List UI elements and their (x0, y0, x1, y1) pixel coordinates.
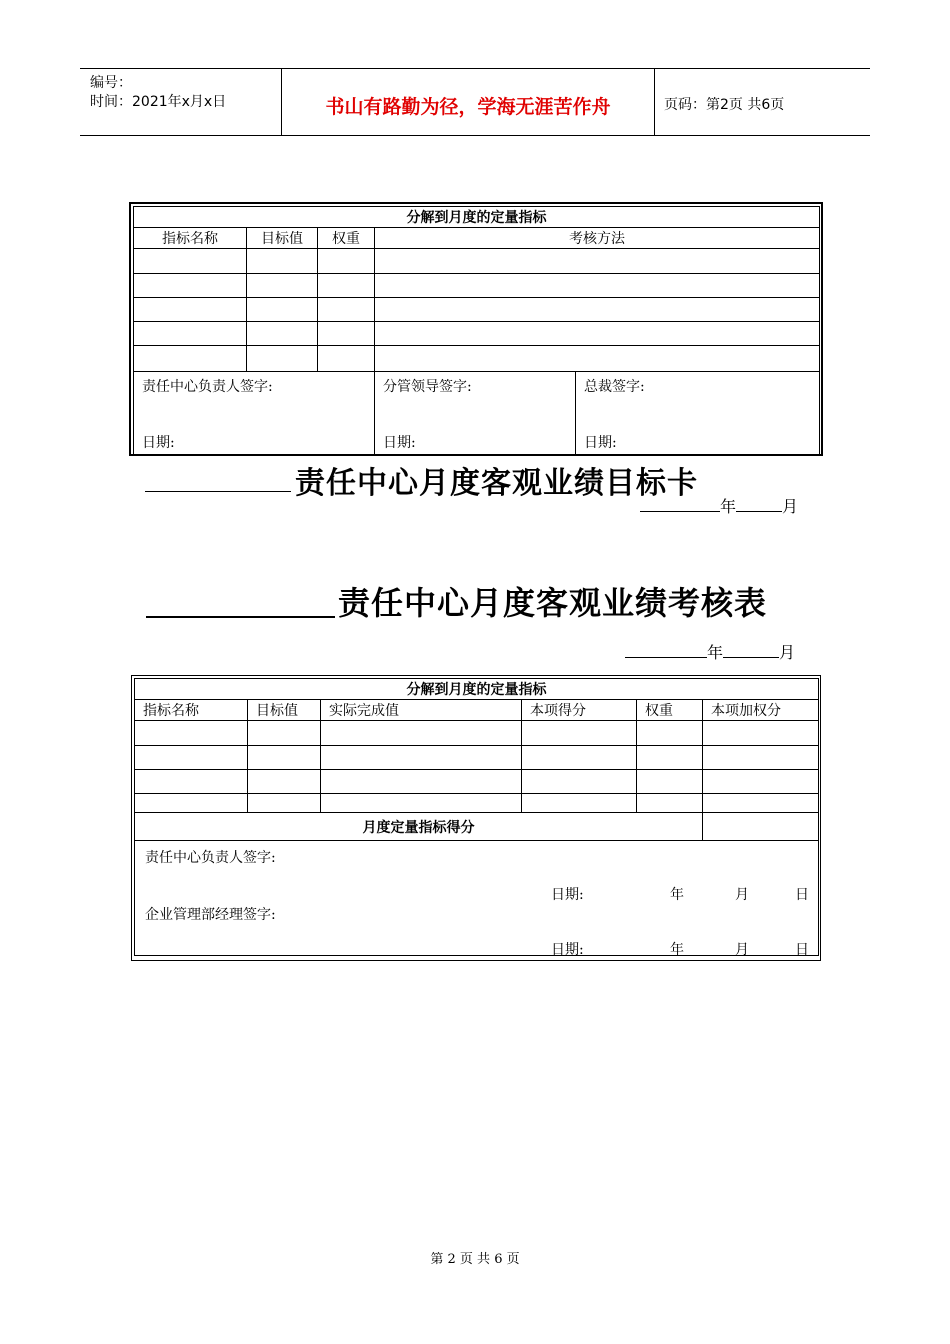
column-header: 考核方法 (375, 228, 820, 249)
signature-cell-supervisor[interactable] (375, 372, 576, 455)
table-row (135, 794, 819, 813)
table-cell[interactable] (135, 746, 248, 770)
table-cell[interactable] (135, 770, 248, 794)
table-cell[interactable] (375, 249, 820, 274)
table-cell[interactable] (637, 770, 703, 794)
table-cell[interactable] (703, 746, 819, 770)
table-cell[interactable] (637, 746, 703, 770)
table-row (134, 249, 820, 274)
table-cell[interactable] (522, 721, 637, 746)
table-cell[interactable] (247, 249, 318, 274)
signature-date-label: 日期: (584, 435, 617, 451)
score-label: 月度定量指标得分 (135, 813, 703, 841)
header-motto: 书山有路勤为径，学海无涯苦作舟 (325, 96, 611, 118)
page-info: 页码：第2页 共6页 (664, 97, 785, 113)
table-cell[interactable] (321, 794, 522, 813)
month-blank[interactable] (723, 657, 779, 658)
score-row (135, 813, 819, 841)
table-cell[interactable] (134, 298, 247, 322)
table-cell[interactable] (522, 770, 637, 794)
table-cell[interactable] (247, 274, 318, 298)
header-bottom-rule (80, 135, 870, 136)
signature-row (135, 841, 819, 956)
header-top-rule (80, 68, 870, 69)
card-year-month (640, 494, 798, 517)
page-footer: 第 2 页 共 6 页 (430, 1252, 520, 1267)
table-cell[interactable] (318, 249, 375, 274)
table-cell[interactable] (135, 794, 248, 813)
center-head-signature-label: 责任中心负责人签字: (145, 850, 276, 866)
table-cell[interactable] (522, 746, 637, 770)
column-header: 权重 (637, 700, 703, 721)
table-cell[interactable] (321, 721, 522, 746)
table-cell[interactable] (248, 794, 321, 813)
assessment-table-frame (131, 675, 821, 961)
signature-cell-president[interactable] (576, 372, 820, 455)
target-card-table (133, 206, 820, 455)
table-row (134, 322, 820, 346)
signature-block (135, 841, 818, 958)
table-cell[interactable] (637, 721, 703, 746)
assessment-table (134, 678, 819, 956)
table-cell[interactable] (318, 274, 375, 298)
assessment-year-month (625, 640, 795, 663)
column-header: 目标值 (247, 228, 318, 249)
table-cell[interactable] (318, 346, 375, 372)
table-cell[interactable] (134, 249, 247, 274)
date-label: 日期: (551, 942, 584, 958)
table-cell[interactable] (248, 721, 321, 746)
table-title: 分解到月度的定量指标 (135, 679, 819, 700)
column-header: 指标名称 (135, 700, 248, 721)
signature-cell-center-head[interactable] (134, 372, 375, 455)
signature-row (134, 372, 820, 455)
table-cell[interactable] (321, 746, 522, 770)
table-title: 分解到月度的定量指标 (134, 207, 820, 228)
table-cell[interactable] (134, 274, 247, 298)
table-cell[interactable] (134, 322, 247, 346)
signature-date-label: 日期: (142, 435, 175, 451)
year-label: 年 (670, 942, 684, 958)
table-cell[interactable] (703, 770, 819, 794)
score-value-cell[interactable] (703, 813, 819, 841)
signature-area[interactable] (135, 841, 819, 956)
column-header: 目标值 (248, 700, 321, 721)
column-header: 指标名称 (134, 228, 247, 249)
month-blank[interactable] (736, 511, 782, 512)
table-cell[interactable] (318, 298, 375, 322)
table-cell[interactable] (375, 274, 820, 298)
table-cell[interactable] (247, 298, 318, 322)
title-blank-line[interactable] (145, 491, 291, 492)
table-row (134, 274, 820, 298)
table-row (135, 770, 819, 794)
table-row (134, 346, 820, 372)
month-label: 月 (782, 497, 799, 516)
day-label: 日 (795, 887, 809, 903)
column-header: 本项加权分 (703, 700, 819, 721)
signature-label: 总裁签字: (584, 379, 645, 395)
table-cell[interactable] (375, 346, 820, 372)
table-row (135, 721, 819, 746)
header-divider (654, 68, 655, 135)
table-cell[interactable] (135, 721, 248, 746)
month-label: 月 (735, 887, 749, 903)
table-cell[interactable] (375, 298, 820, 322)
table-cell[interactable] (247, 346, 318, 372)
table-cell[interactable] (318, 322, 375, 346)
year-label: 年 (720, 497, 737, 516)
year-blank[interactable] (640, 511, 720, 512)
document-time-label: 时间：2021年x月x日 (90, 94, 227, 110)
column-header: 权重 (318, 228, 375, 249)
table-cell[interactable] (375, 322, 820, 346)
assessment-title: 责任中心月度客观业绩考核表 (338, 584, 768, 622)
table-cell[interactable] (247, 322, 318, 346)
day-label: 日 (795, 942, 809, 958)
table-cell[interactable] (703, 721, 819, 746)
document-number-label: 编号： (90, 75, 132, 91)
column-header: 本项得分 (522, 700, 637, 721)
year-label: 年 (707, 643, 724, 662)
target-card-table-frame (129, 202, 823, 456)
table-cell[interactable] (321, 770, 522, 794)
signature-label: 分管领导签字: (383, 379, 472, 395)
table-cell[interactable] (248, 746, 321, 770)
year-blank[interactable] (625, 657, 707, 658)
date-label: 日期: (551, 887, 584, 903)
table-row (135, 746, 819, 770)
table-cell[interactable] (703, 794, 819, 813)
column-header: 实际完成值 (321, 700, 522, 721)
table-cell[interactable] (248, 770, 321, 794)
table-cell[interactable] (637, 794, 703, 813)
table-cell[interactable] (522, 794, 637, 813)
table-cell[interactable] (134, 346, 247, 372)
year-label: 年 (670, 887, 684, 903)
table-row (134, 298, 820, 322)
title-blank-line[interactable] (146, 616, 335, 618)
signature-label: 责任中心负责人签字: (142, 379, 273, 395)
card-title: 责任中心月度客观业绩目标卡 (295, 466, 698, 501)
signature-date-label: 日期: (383, 435, 416, 451)
month-label: 月 (779, 643, 796, 662)
manager-signature-label: 企业管理部经理签字: (145, 907, 276, 923)
month-label: 月 (735, 942, 749, 958)
